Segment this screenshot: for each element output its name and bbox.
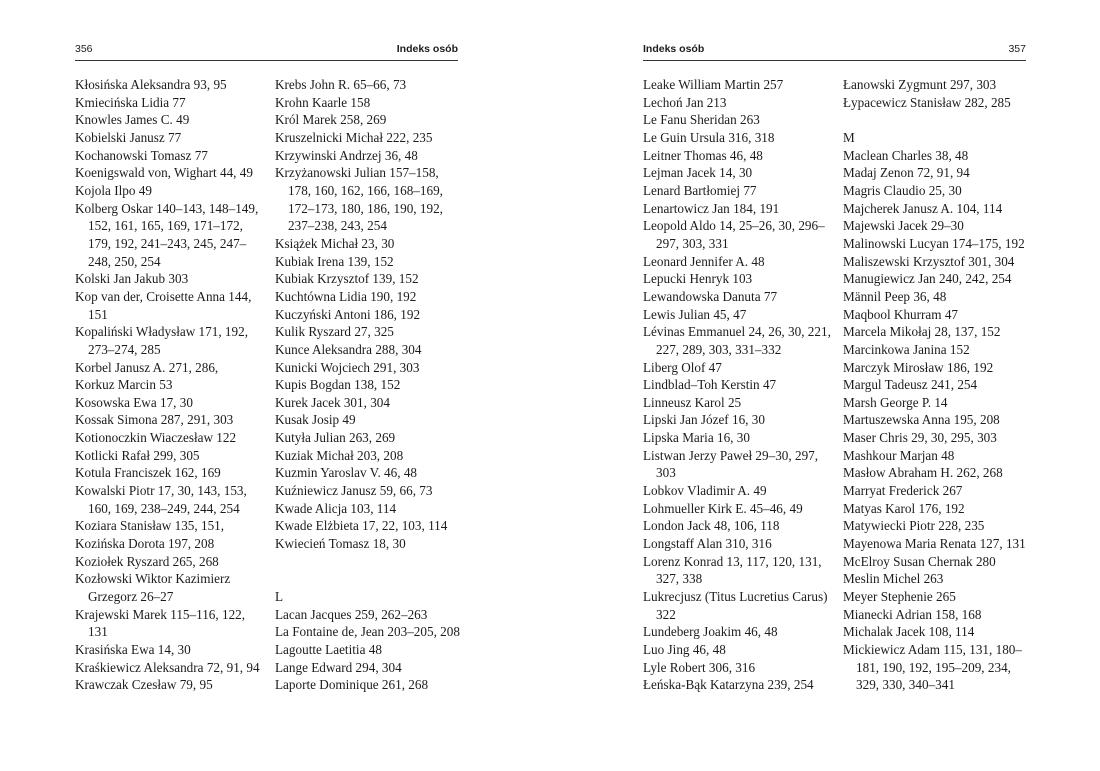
index-entry: Łypacewicz Stanisław 282, 285 — [843, 94, 1011, 110]
index-entry: Mickiewicz Adam 115, 131, 180–181, 190, 192, 195–209, 234, 329, 330, 340–341 — [843, 642, 1022, 693]
index-entry: Lepucki Henryk 103 — [643, 271, 753, 287]
index-entry: Korkuz Marcin 53 — [75, 377, 173, 393]
index-entry: Malinowski Lucyan 174–175, 192 — [843, 235, 1025, 251]
index-entry: Kolberg Oskar 140–143, 148–149, 152, 161, 165, 169, 171–172, 179, 192, 241–243, 245, 247–248, 250, 254 — [75, 200, 259, 269]
index-entry: Mayenowa Maria Renata 127, 131 — [843, 536, 1026, 552]
index-entry: La Fontaine de, Jean 203–205, 208 — [275, 624, 460, 640]
index-entry: Kozińska Dorota 197, 208 — [75, 536, 215, 552]
index-entry: Marcela Mikołaj 28, 137, 152 — [843, 324, 1001, 340]
index-entry: Łeńska-Bąk Katarzyna 239, 254 — [643, 677, 814, 693]
index-entry: Margul Tadeusz 241, 254 — [843, 377, 978, 393]
index-letter-heading: M — [843, 129, 855, 145]
index-entry: Kotionoczkin Wiaczesław 122 — [75, 430, 237, 446]
index-entry: Książek Michał 23, 30 — [275, 235, 395, 251]
index-entry: Kuczyński Antoni 186, 192 — [275, 306, 421, 322]
index-entry: Liberg Olof 47 — [643, 359, 722, 375]
index-entry: Michalak Jacek 108, 114 — [843, 624, 975, 640]
index-entry: Lagoutte Laetitia 48 — [275, 642, 382, 657]
index-entry: Kolski Jan Jakub 303 — [75, 271, 189, 287]
index-entry: Kunicki Wojciech 291, 303 — [275, 359, 420, 375]
index-entry: Kwade Elżbieta 17, 22, 103, 114 — [275, 518, 448, 534]
index-entry: Kulik Ryszard 27, 325 — [275, 324, 394, 340]
index-column — [75, 76, 265, 694]
page-number: 356 — [75, 43, 93, 55]
index-entry: Linneusz Karol 25 — [643, 394, 742, 410]
index-column — [843, 76, 1033, 694]
index-entry: Madaj Zenon 72, 91, 94 — [843, 165, 970, 181]
index-entry: Lohmueller Kirk E. 45–46, 49 — [643, 500, 803, 516]
index-entry: Kwiecień Tomasz 18, 30 — [275, 536, 406, 552]
index-entry: Koziołek Ryszard 265, 268 — [75, 553, 219, 569]
index-entry: McElroy Susan Chernak 280 — [843, 553, 996, 569]
page-number: 357 — [1008, 43, 1026, 55]
index-entry: Kubiak Krzysztof 139, 152 — [275, 271, 419, 287]
index-entry: Lewandowska Danuta 77 — [643, 288, 778, 304]
index-entry: Kupis Bogdan 138, 152 — [275, 377, 401, 393]
index-entry: Kowalski Piotr 17, 30, 143, 153, 160, 169, 238–249, 244, 254 — [75, 483, 247, 516]
index-entry: Kojola Ilpo 49 — [75, 182, 152, 198]
index-entry: Lobkov Vladimir A. 49 — [643, 483, 767, 499]
index-entry: Lewis Julian 45, 47 — [643, 306, 747, 322]
index-entry: Maliszewski Krzysztof 301, 304 — [843, 253, 1015, 269]
running-head: Indeks osób — [643, 43, 705, 55]
index-entry: Kosowska Ewa 17, 30 — [75, 394, 193, 410]
index-spacer — [275, 570, 465, 588]
index-entry: Kuzmin Yaroslav V. 46, 48 — [275, 465, 418, 481]
index-entry: Kubiak Irena 139, 152 — [275, 253, 394, 269]
left-page-header — [75, 42, 458, 61]
index-entry: Kmiecińska Lidia 77 — [75, 94, 186, 110]
index-entry: Koenigswald von, Wighart 44, 49 — [75, 165, 253, 181]
index-entry: Marryat Frederick 267 — [843, 483, 963, 499]
index-entry: Leitner Thomas 46, 48 — [643, 147, 763, 163]
index-entry: Kopaliński Władysław 171, 192, 273–274, 285 — [75, 324, 249, 357]
index-entry: Leonard Jennifer A. 48 — [643, 253, 765, 269]
index-entry: Kotlicki Rafał 299, 305 — [75, 447, 200, 463]
index-entry: Marcinkowa Janina 152 — [843, 341, 970, 357]
index-entry: Majcherek Janusz A. 104, 114 — [843, 200, 1003, 216]
index-entry: Mashkour Marjan 48 — [843, 447, 955, 463]
index-entry: London Jack 48, 106, 118 — [643, 518, 780, 534]
index-column — [643, 76, 833, 694]
right-page — [643, 0, 1026, 771]
index-entry: Luo Jing 46, 48 — [643, 642, 726, 657]
right-page-header — [643, 42, 1026, 61]
index-entry: Maclean Charles 38, 48 — [843, 147, 969, 163]
index-entry: Lechoń Jan 213 — [643, 94, 727, 110]
index-spacer — [275, 553, 465, 571]
index-entry: Korbel Janusz A. 271, 286, — [75, 359, 219, 375]
index-spacer — [843, 111, 1033, 129]
index-entry: Kozłowski Wiktor Kazimierz Grzegorz 26–27 — [75, 571, 231, 605]
index-entry: Koziara Stanisław 135, 151, — [75, 518, 225, 534]
index-entry: Le Fanu Sheridan 263 — [643, 112, 760, 128]
index-entry: Kobielski Janusz 77 — [75, 129, 182, 145]
index-entry: Krajewski Marek 115–116, 122, 131 — [75, 606, 246, 640]
index-entry: Kuziak Michał 203, 208 — [275, 447, 404, 463]
index-entry: Lindblad–Toh Kerstin 47 — [643, 377, 777, 393]
index-entry: Männil Peep 36, 48 — [843, 288, 947, 304]
index-entry: Król Marek 258, 269 — [275, 112, 387, 128]
index-entry: Laporte Dominique 261, 268 — [275, 677, 429, 693]
index-entry: Knowles James C. 49 — [75, 112, 190, 128]
index-entry: Lenard Bartłomiej 77 — [643, 182, 757, 198]
index-letter-heading: L — [275, 589, 284, 605]
index-entry: Krawczak Czesław 79, 95 — [75, 677, 213, 693]
index-entry: Kop van der, Croisette Anna 144, 151 — [75, 288, 252, 322]
index-entry: Lejman Jacek 14, 30 — [643, 165, 753, 181]
index-entry: Kutyła Julian 263, 269 — [275, 430, 396, 446]
index-entry: Kruszelnicki Michał 222, 235 — [275, 129, 433, 145]
index-entry: Manugiewicz Jan 240, 242, 254 — [843, 271, 1012, 287]
index-entry: Meslin Michel 263 — [843, 571, 944, 587]
index-entry: Martuszewska Anna 195, 208 — [843, 412, 1000, 428]
index-entry: Lukrecjusz (Titus Lucretius Carus) 322 — [643, 589, 828, 622]
index-entry: Marczyk Mirosław 186, 192 — [843, 359, 994, 375]
index-entry: Kraśkiewicz Aleksandra 72, 91, 94 — [75, 659, 260, 675]
index-entry: Lévinas Emmanuel 24, 26, 30, 221, 227, 289, 303, 331–332 — [643, 324, 831, 357]
index-entry: Masłow Abraham H. 262, 268 — [843, 465, 1003, 481]
index-entry: Krasińska Ewa 14, 30 — [75, 642, 191, 657]
index-entry: Lorenz Konrad 13, 117, 120, 131, 327, 338 — [643, 553, 822, 587]
index-entry: Lipski Jan Józef 16, 30 — [643, 412, 765, 428]
index-entry: Mianecki Adrian 158, 168 — [843, 606, 982, 622]
index-entry: Kuźniewicz Janusz 59, 66, 73 — [275, 483, 433, 499]
index-entry: Łanowski Zygmunt 297, 303 — [843, 77, 997, 92]
index-entry: Leake William Martin 257 — [643, 77, 784, 92]
index-entry: Kochanowski Tomasz 77 — [75, 147, 208, 163]
index-entry: Matyas Karol 176, 192 — [843, 500, 965, 516]
index-entry: Marsh George P. 14 — [843, 394, 948, 410]
index-entry: Kwade Alicja 103, 114 — [275, 500, 397, 516]
index-entry: Leopold Aldo 14, 25–26, 30, 296–297, 303, 331 — [643, 218, 825, 251]
index-column — [275, 76, 465, 694]
index-entry: Kłosińska Aleksandra 93, 95 — [75, 77, 227, 92]
index-entry: Meyer Stephenie 265 — [843, 589, 956, 605]
index-entry: Kurek Jacek 301, 304 — [275, 394, 390, 410]
index-entry: Maqbool Khurram 47 — [843, 306, 959, 322]
index-entry: Listwan Jerzy Paweł 29–30, 297, 303 — [643, 447, 819, 481]
index-entry: Lacan Jacques 259, 262–263 — [275, 606, 428, 622]
index-entry: Lundeberg Joakim 46, 48 — [643, 624, 778, 640]
index-entry: Lenartowicz Jan 184, 191 — [643, 200, 780, 216]
index-entry: Kuchtówna Lidia 190, 192 — [275, 288, 417, 304]
index-entry: Matywiecki Piotr 228, 235 — [843, 518, 985, 534]
index-entry: Le Guin Ursula 316, 318 — [643, 129, 775, 145]
index-entry: Maser Chris 29, 30, 295, 303 — [843, 430, 997, 446]
index-entry: Lyle Robert 306, 316 — [643, 659, 756, 675]
index-entry: Krebs John R. 65–66, 73 — [275, 77, 407, 92]
index-entry: Krohn Kaarle 158 — [275, 94, 371, 110]
index-entry: Krzywinski Andrzej 36, 48 — [275, 147, 418, 163]
index-entry: Lipska Maria 16, 30 — [643, 430, 750, 446]
running-head: Indeks osób — [396, 43, 458, 55]
index-entry: Lange Edward 294, 304 — [275, 659, 402, 675]
index-entry: Magris Claudio 25, 30 — [843, 182, 962, 198]
index-entry: Kunce Aleksandra 288, 304 — [275, 341, 422, 357]
index-entry: Kusak Josip 49 — [275, 412, 356, 428]
left-page — [75, 0, 458, 771]
index-entry: Krzyżanowski Julian 157–158, 178, 160, 162, 166, 168–169, 172–173, 180, 186, 190, 192, 237–238, 243, 254 — [275, 165, 443, 234]
index-entry: Kotula Franciszek 162, 169 — [75, 465, 221, 481]
index-entry: Kossak Simona 287, 291, 303 — [75, 412, 234, 428]
index-entry: Longstaff Alan 310, 316 — [643, 536, 772, 552]
index-entry: Majewski Jacek 29–30 — [843, 218, 964, 234]
